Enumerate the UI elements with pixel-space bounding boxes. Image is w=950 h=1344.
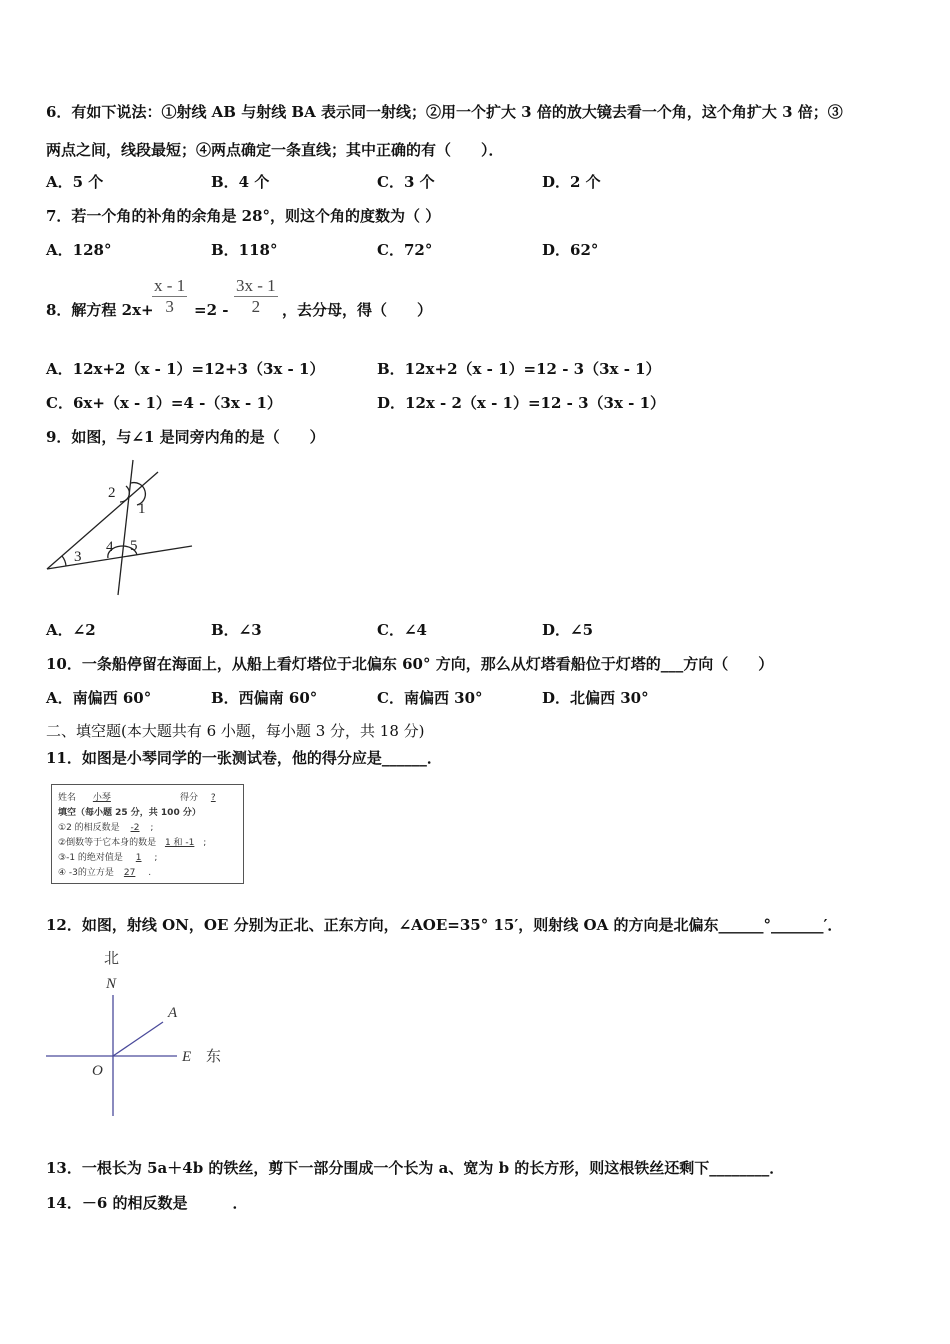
q8-option-b: B．12x+2（x - 1）=12 - 3（3x - 1） <box>377 360 661 378</box>
card-name-row <box>58 790 125 803</box>
item-answer: 27 <box>123 868 136 878</box>
q12-text: 12．如图，射线 ON，OE 分别为正北、正东方向，∠AOE=35° 15′，则射线 OA 的方向是北偏东______°_______′． <box>46 916 843 934</box>
label-5: 5 <box>130 538 138 554</box>
q9-figure <box>40 450 210 610</box>
q12-figure <box>40 940 240 1125</box>
q14-text: 14．－6 的相反数是 ． <box>46 1194 248 1212</box>
card-item <box>58 850 157 863</box>
test-paper-card <box>51 784 244 884</box>
score-value: ? <box>210 793 216 803</box>
item-answer: 1 <box>135 853 142 863</box>
q8-middle: =2 - <box>194 301 229 319</box>
label-2: 2 <box>108 485 116 501</box>
item-question: ②倒数等于它本身的数是 <box>58 838 157 848</box>
q6-option-a: A．5 个 <box>46 173 104 191</box>
q7-text: 7．若一个角的补角的余角是 28°，则这个角的度数为（ ） <box>46 207 441 225</box>
card-item <box>58 865 151 878</box>
q13-text: 13．一根长为 5a＋4b 的铁丝，剪下一部分围成一个长为 a、宽为 b 的长方形，则这根铁丝还剩下________． <box>46 1159 785 1177</box>
item-question: ③-1 的绝对值是 <box>58 853 123 863</box>
q9-text: 9．如图，与∠1 是同旁内角的是（ ） <box>46 428 325 446</box>
fraction-numerator: x - 1 <box>154 276 186 295</box>
q8-prefix: 8．解方程 2x+ <box>46 301 154 319</box>
name-value: 小琴 <box>92 793 111 803</box>
q8-fraction-1 <box>152 276 187 317</box>
q6-line1: 6．有如下说法：①射线 AB 与射线 BA 表示同一射线；②用一个扩大 3 倍的放大镜去看一个角，这个角扩大 3 倍；③ <box>46 103 843 121</box>
q8-option-c: C．6x+（x - 1）=4 -（3x - 1） <box>46 394 282 412</box>
q6-option-c: C．3 个 <box>377 173 435 191</box>
item-question: ①2 的相反数是 <box>58 823 120 833</box>
q9-option-a: A．∠2 <box>46 621 96 639</box>
score-label: 得分 <box>180 793 199 803</box>
q9-option-d: D．∠5 <box>542 621 594 639</box>
card-heading: 填空（每小题 25 分，共 100 分） <box>58 808 201 818</box>
item-answer: -2 <box>130 823 140 833</box>
label-N: N <box>106 976 117 992</box>
q10-option-b: B．西偏南 60° <box>211 689 318 707</box>
q8-option-a: A．12x+2（x - 1）=12+3（3x - 1） <box>46 360 325 378</box>
label-O: O <box>92 1063 103 1079</box>
card-item <box>58 820 153 833</box>
label-A: A <box>168 1005 178 1021</box>
card-item <box>58 835 206 848</box>
item-end: ; <box>150 823 154 833</box>
name-label: 姓名 <box>58 793 77 803</box>
q7-option-c: C．72° <box>377 241 433 259</box>
q8-suffix: ，去分母，得（ ） <box>282 301 433 319</box>
item-end: ; <box>154 853 158 863</box>
label-E: E <box>182 1049 192 1065</box>
label-4: 4 <box>106 539 114 555</box>
label-north: 北 <box>104 951 120 967</box>
q7-option-a: A．128° <box>46 241 112 259</box>
q6-line2: 两点之间，线段最短；④两点确定一条直线；其中正确的有（ ）． <box>46 141 504 159</box>
q7-option-b: B．118° <box>211 241 278 259</box>
item-answer: 1 和 -1 <box>164 838 195 848</box>
item-end: . <box>148 868 152 878</box>
q9-option-b: B．∠3 <box>211 621 262 639</box>
q10-text: 10．一条船停留在海面上，从船上看灯塔位于北偏东 60° 方向，那么从灯塔看船位于灯塔的___方向（ ） <box>46 655 774 673</box>
q9-option-c: C．∠4 <box>377 621 427 639</box>
q6-option-d: D．2 个 <box>542 173 601 191</box>
card-score-row <box>180 790 226 803</box>
q6-option-b: B．4 个 <box>211 173 270 191</box>
fraction-denominator: 3 <box>165 297 174 316</box>
q10-option-d: D．北偏西 30° <box>542 689 649 707</box>
q10-option-c: C．南偏西 30° <box>377 689 483 707</box>
section-heading: 二、填空题(本大题共有 6 小题，每小题 3 分，共 18 分) <box>46 722 425 740</box>
q11-text: 11．如图是小琴同学的一张测试卷，他的得分应是______． <box>46 749 442 767</box>
label-1: 1 <box>138 501 146 517</box>
fraction-numerator: 3x - 1 <box>236 276 276 295</box>
item-question: ④ -3的立方是 <box>58 868 114 878</box>
label-east: 东 <box>206 1049 222 1065</box>
q7-option-d: D．62° <box>542 241 599 259</box>
q8-fraction-2 <box>234 276 278 317</box>
fraction-denominator: 2 <box>251 297 261 316</box>
q10-option-a: A．南偏西 60° <box>46 689 152 707</box>
item-end: ; <box>203 838 207 848</box>
label-3: 3 <box>74 549 82 565</box>
q8-option-d: D．12x - 2（x - 1）=12 - 3（3x - 1） <box>377 394 666 412</box>
